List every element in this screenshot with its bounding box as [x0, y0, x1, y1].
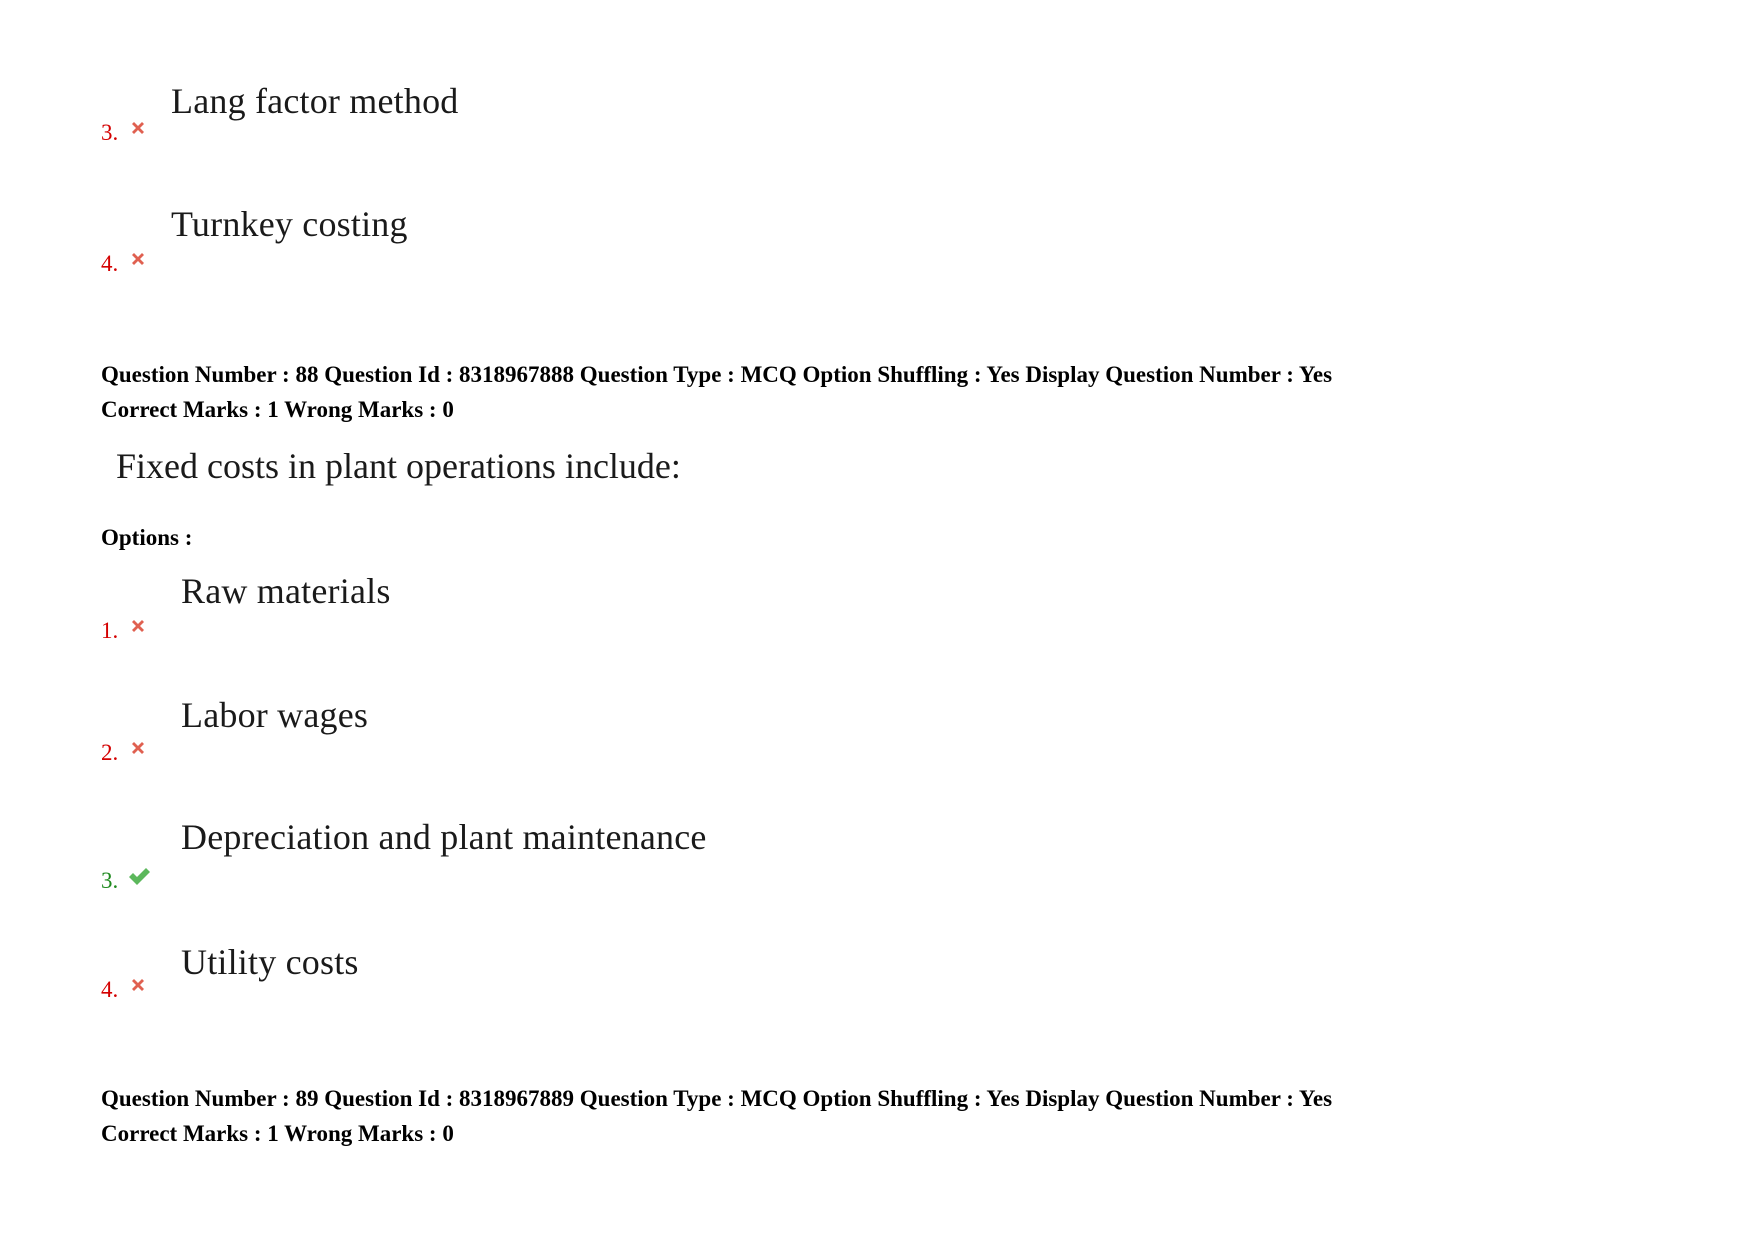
option-number: 4.	[101, 251, 119, 276]
question-text: Fixed costs in plant operations include:	[116, 446, 681, 486]
question-marks: Correct Marks : 1 Wrong Marks : 0	[101, 397, 454, 422]
cross-icon	[129, 250, 147, 268]
options-label: Options :	[101, 525, 193, 550]
question-meta: Question Number : 89 Question Id : 8318967889 Question Type : MCQ Option Shuffling : Yes Display Question Number : Yes	[101, 1086, 1333, 1111]
option-text: Utility costs	[181, 942, 359, 982]
option-number: 2.	[101, 740, 119, 765]
cross-icon	[129, 976, 147, 994]
check-icon	[127, 866, 151, 886]
cross-icon	[129, 119, 147, 137]
option-text: Labor wages	[181, 695, 369, 735]
option-number: 3.	[101, 868, 119, 893]
option-number: 1.	[101, 618, 119, 643]
option-text: Depreciation and plant maintenance	[181, 817, 707, 857]
option-text: Turnkey costing	[171, 204, 408, 244]
option-text: Lang factor method	[171, 81, 459, 121]
option-text: Raw materials	[181, 571, 391, 611]
question-marks: Correct Marks : 1 Wrong Marks : 0	[101, 1121, 454, 1146]
cross-icon	[129, 739, 147, 757]
option-number: 4.	[101, 977, 119, 1002]
question-meta: Question Number : 88 Question Id : 8318967888 Question Type : MCQ Option Shuffling : Yes Display Question Number : Yes	[101, 362, 1333, 387]
cross-icon	[129, 617, 147, 635]
option-number: 3.	[101, 120, 119, 145]
